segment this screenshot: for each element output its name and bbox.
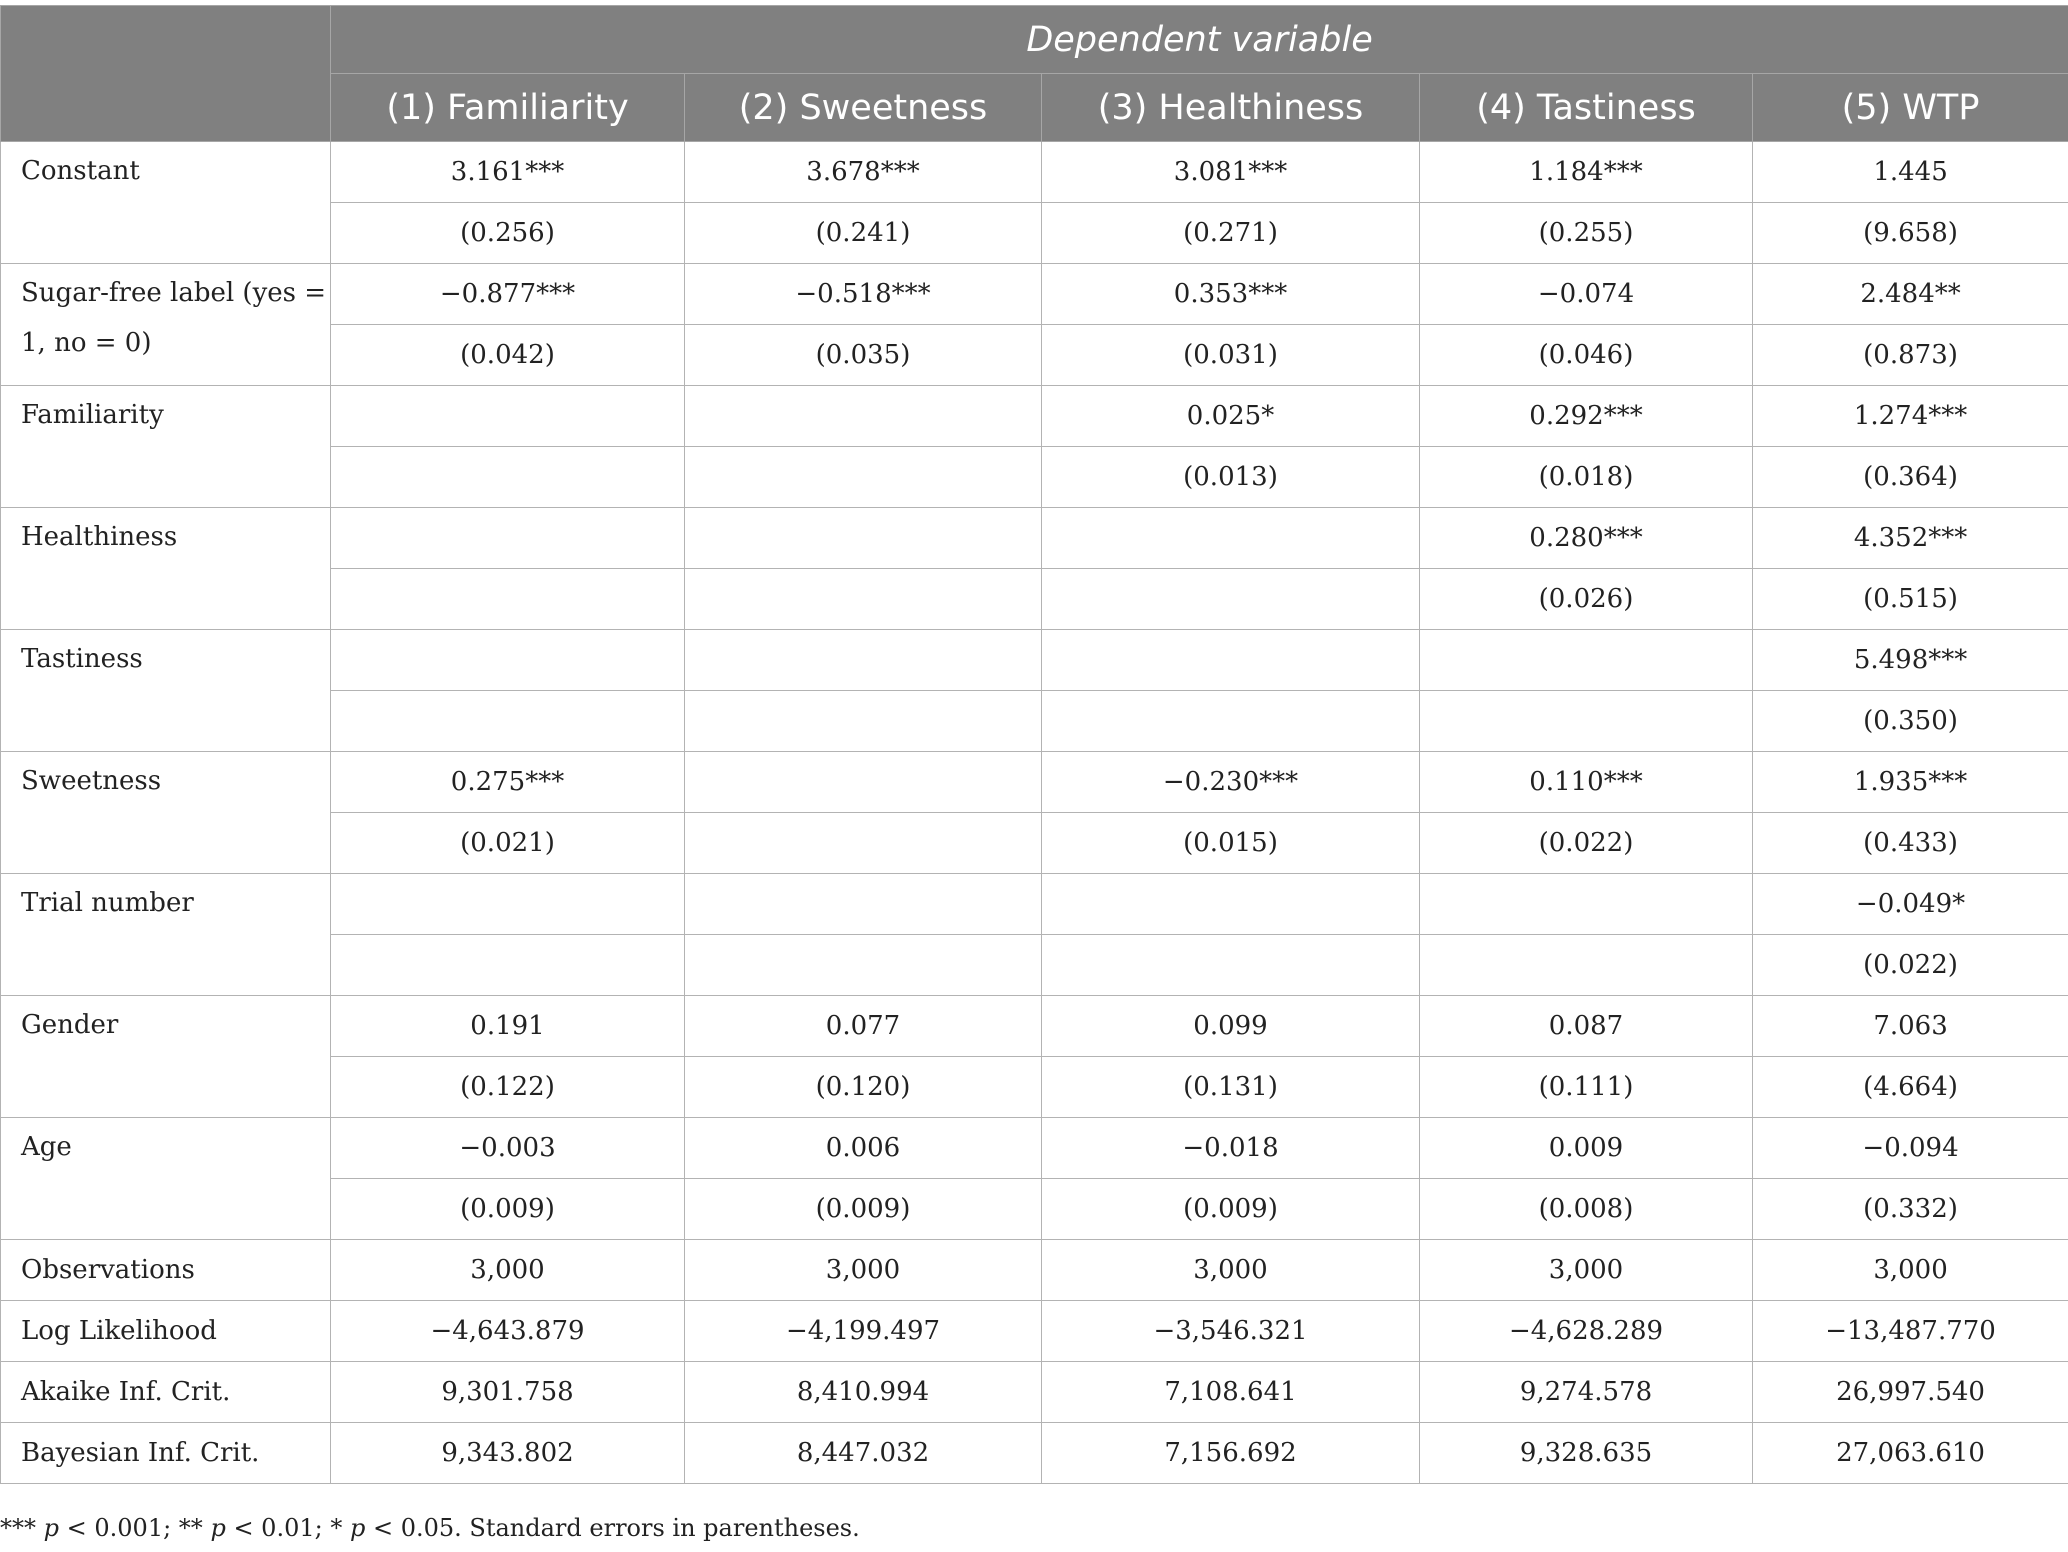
coefficient-cell: [331, 630, 685, 691]
standard-error-cell: (0.433): [1753, 813, 2068, 874]
coefficient-cell: 0.280***: [1420, 508, 1753, 569]
coefficient-cell: [1042, 508, 1420, 569]
standard-error-cell: [685, 813, 1042, 874]
coefficient-cell: 5.498***: [1753, 630, 2068, 691]
coefficient-cell: 3.678***: [685, 142, 1042, 203]
coefficient-cell: [685, 508, 1042, 569]
row-label: [1, 386, 331, 508]
table-row: [1, 508, 2068, 569]
statistic-cell: 7,108.641: [1042, 1362, 1420, 1423]
table-row: [1, 1362, 2068, 1423]
standard-error-cell: (0.046): [1420, 325, 1753, 386]
coefficient-cell: 0.353***: [1042, 264, 1420, 325]
coefficient-cell: −0.003: [331, 1118, 685, 1179]
standard-error-cell: (0.873): [1753, 325, 2068, 386]
row-label: [1, 752, 331, 874]
statistic-cell: 7,156.692: [1042, 1423, 1420, 1484]
statistic-cell: 3,000: [1042, 1240, 1420, 1301]
standard-error-cell: (0.022): [1420, 813, 1753, 874]
dependent-variable-header: Dependent variable: [331, 6, 2068, 74]
statistic-cell: −4,199.497: [685, 1301, 1042, 1362]
coefficient-cell: [331, 508, 685, 569]
standard-error-cell: [1042, 691, 1420, 752]
statistic-cell: 3,000: [331, 1240, 685, 1301]
statistic-cell: 3,000: [685, 1240, 1042, 1301]
standard-error-cell: (0.364): [1753, 447, 2068, 508]
coefficient-cell: [685, 386, 1042, 447]
table-row: [1, 386, 2068, 447]
column-header: (2) Sweetness: [685, 74, 1042, 142]
coefficient-cell: [685, 874, 1042, 935]
table-row: [1, 752, 2068, 813]
standard-error-cell: [331, 569, 685, 630]
standard-error-cell: (0.009): [331, 1179, 685, 1240]
standard-error-cell: (0.122): [331, 1057, 685, 1118]
standard-error-cell: [331, 691, 685, 752]
standard-error-cell: (0.515): [1753, 569, 2068, 630]
row-label-text: Tastiness: [21, 644, 143, 674]
row-label-text: Akaike Inf. Crit.: [21, 1377, 231, 1407]
coefficient-cell: 0.009: [1420, 1118, 1753, 1179]
coefficient-cell: 3.081***: [1042, 142, 1420, 203]
table-row: [1, 1240, 2068, 1301]
standard-error-cell: (0.008): [1420, 1179, 1753, 1240]
coefficient-cell: 1.445: [1753, 142, 2068, 203]
coefficient-cell: 0.191: [331, 996, 685, 1057]
statistic-cell: 9,328.635: [1420, 1423, 1753, 1484]
table-row: [1, 1423, 2068, 1484]
standard-error-cell: (0.131): [1042, 1057, 1420, 1118]
row-label: [1, 996, 331, 1118]
coefficient-cell: 0.025*: [1042, 386, 1420, 447]
table-row: [1, 1301, 2068, 1362]
standard-error-cell: (0.120): [685, 1057, 1042, 1118]
column-header: (1) Familiarity: [331, 74, 685, 142]
statistic-cell: 8,410.994: [685, 1362, 1042, 1423]
row-label: [1, 142, 331, 264]
standard-error-cell: (0.350): [1753, 691, 2068, 752]
coefficient-cell: −0.074: [1420, 264, 1753, 325]
coefficient-cell: [1420, 630, 1753, 691]
standard-error-cell: (9.658): [1753, 203, 2068, 264]
standard-error-cell: [685, 569, 1042, 630]
standard-error-cell: (0.256): [331, 203, 685, 264]
standard-error-cell: (0.018): [1420, 447, 1753, 508]
standard-error-cell: [331, 447, 685, 508]
coefficient-cell: −0.094: [1753, 1118, 2068, 1179]
statistic-cell: 3,000: [1420, 1240, 1753, 1301]
coefficient-cell: 0.006: [685, 1118, 1042, 1179]
row-label-text: Constant: [21, 156, 140, 186]
header-corner: [1, 6, 331, 142]
statistic-cell: 26,997.540: [1753, 1362, 2068, 1423]
regression-table: [0, 5, 2068, 1484]
table-header: [1, 6, 2068, 142]
table-row: [1, 874, 2068, 935]
coefficient-cell: [1042, 630, 1420, 691]
standard-error-cell: (0.332): [1753, 1179, 2068, 1240]
coefficient-cell: 0.087: [1420, 996, 1753, 1057]
statistic-cell: −4,628.289: [1420, 1301, 1753, 1362]
standard-error-cell: (0.271): [1042, 203, 1420, 264]
table-footnote: *** p < 0.001; ** p < 0.01; * p < 0.05. Standard errors in parentheses.: [0, 1514, 860, 1542]
coefficient-cell: 0.292***: [1420, 386, 1753, 447]
coefficient-cell: 0.077: [685, 996, 1042, 1057]
statistic-cell: 9,274.578: [1420, 1362, 1753, 1423]
row-label-text: Healthiness: [21, 522, 178, 552]
row-label: [1, 508, 331, 630]
statistic-cell: −3,546.321: [1042, 1301, 1420, 1362]
statistic-cell: 27,063.610: [1753, 1423, 2068, 1484]
coefficient-cell: −0.518***: [685, 264, 1042, 325]
standard-error-cell: (0.031): [1042, 325, 1420, 386]
standard-error-cell: (0.009): [685, 1179, 1042, 1240]
row-label: [1, 630, 331, 752]
standard-error-cell: [1042, 935, 1420, 996]
statistic-cell: 8,447.032: [685, 1423, 1042, 1484]
coefficient-cell: 4.352***: [1753, 508, 2068, 569]
statistic-cell: 3,000: [1753, 1240, 2068, 1301]
row-label: [1, 874, 331, 996]
row-label: [1, 1423, 331, 1484]
coefficient-cell: [685, 752, 1042, 813]
coefficient-cell: [1420, 874, 1753, 935]
coefficient-cell: 1.274***: [1753, 386, 2068, 447]
coefficient-cell: [685, 630, 1042, 691]
row-label: [1, 1362, 331, 1423]
row-label-text: Sweetness: [21, 766, 162, 796]
table-row: [1, 142, 2068, 203]
table-row: [1, 264, 2068, 325]
coefficient-cell: [331, 874, 685, 935]
statistic-cell: 9,301.758: [331, 1362, 685, 1423]
row-label: [1, 264, 331, 386]
standard-error-cell: (4.664): [1753, 1057, 2068, 1118]
standard-error-cell: [685, 935, 1042, 996]
row-label-text: Gender: [21, 1010, 119, 1040]
standard-error-cell: (0.241): [685, 203, 1042, 264]
coefficient-cell: 7.063: [1753, 996, 2068, 1057]
coefficient-cell: [331, 386, 685, 447]
standard-error-cell: (0.042): [331, 325, 685, 386]
table-row: [1, 1118, 2068, 1179]
row-label-text: Observations: [21, 1255, 195, 1285]
statistic-cell: −13,487.770: [1753, 1301, 2068, 1362]
standard-error-cell: (0.013): [1042, 447, 1420, 508]
standard-error-cell: (0.255): [1420, 203, 1753, 264]
column-header: (5) WTP: [1753, 74, 2068, 142]
coefficient-cell: −0.230***: [1042, 752, 1420, 813]
coefficient-cell: 0.110***: [1420, 752, 1753, 813]
coefficient-cell: −0.018: [1042, 1118, 1420, 1179]
standard-error-cell: (0.021): [331, 813, 685, 874]
coefficient-cell: 0.275***: [331, 752, 685, 813]
standard-error-cell: (0.015): [1042, 813, 1420, 874]
statistic-cell: −4,643.879: [331, 1301, 685, 1362]
row-label-text: Bayesian Inf. Crit.: [21, 1438, 260, 1468]
row-label-text: Log Likelihood: [21, 1316, 217, 1346]
coefficient-cell: 0.099: [1042, 996, 1420, 1057]
coefficient-cell: [1042, 874, 1420, 935]
coefficient-cell: 3.161***: [331, 142, 685, 203]
column-header: (4) Tastiness: [1420, 74, 1753, 142]
standard-error-cell: (0.026): [1420, 569, 1753, 630]
coefficient-cell: 2.484**: [1753, 264, 2068, 325]
statistic-cell: 9,343.802: [331, 1423, 685, 1484]
standard-error-cell: (0.035): [685, 325, 1042, 386]
column-header: (3) Healthiness: [1042, 74, 1420, 142]
standard-error-cell: [331, 935, 685, 996]
row-label-text: Sugar-free label (yes = 1, no = 0): [21, 278, 327, 358]
standard-error-cell: [1042, 569, 1420, 630]
standard-error-cell: (0.009): [1042, 1179, 1420, 1240]
coefficient-cell: −0.049*: [1753, 874, 2068, 935]
row-label-text: Trial number: [21, 888, 194, 918]
standard-error-cell: [685, 691, 1042, 752]
table-body: [1, 142, 2068, 1484]
row-label: [1, 1240, 331, 1301]
standard-error-cell: [1420, 935, 1753, 996]
row-label: [1, 1301, 331, 1362]
row-label: [1, 1118, 331, 1240]
standard-error-cell: [1420, 691, 1753, 752]
coefficient-cell: −0.877***: [331, 264, 685, 325]
standard-error-cell: [685, 447, 1042, 508]
row-label-text: Age: [21, 1132, 72, 1162]
standard-error-cell: (0.111): [1420, 1057, 1753, 1118]
standard-error-cell: (0.022): [1753, 935, 2068, 996]
coefficient-cell: 1.935***: [1753, 752, 2068, 813]
row-label-text: Familiarity: [21, 400, 164, 430]
table-row: [1, 996, 2068, 1057]
coefficient-cell: 1.184***: [1420, 142, 1753, 203]
table-row: [1, 630, 2068, 691]
